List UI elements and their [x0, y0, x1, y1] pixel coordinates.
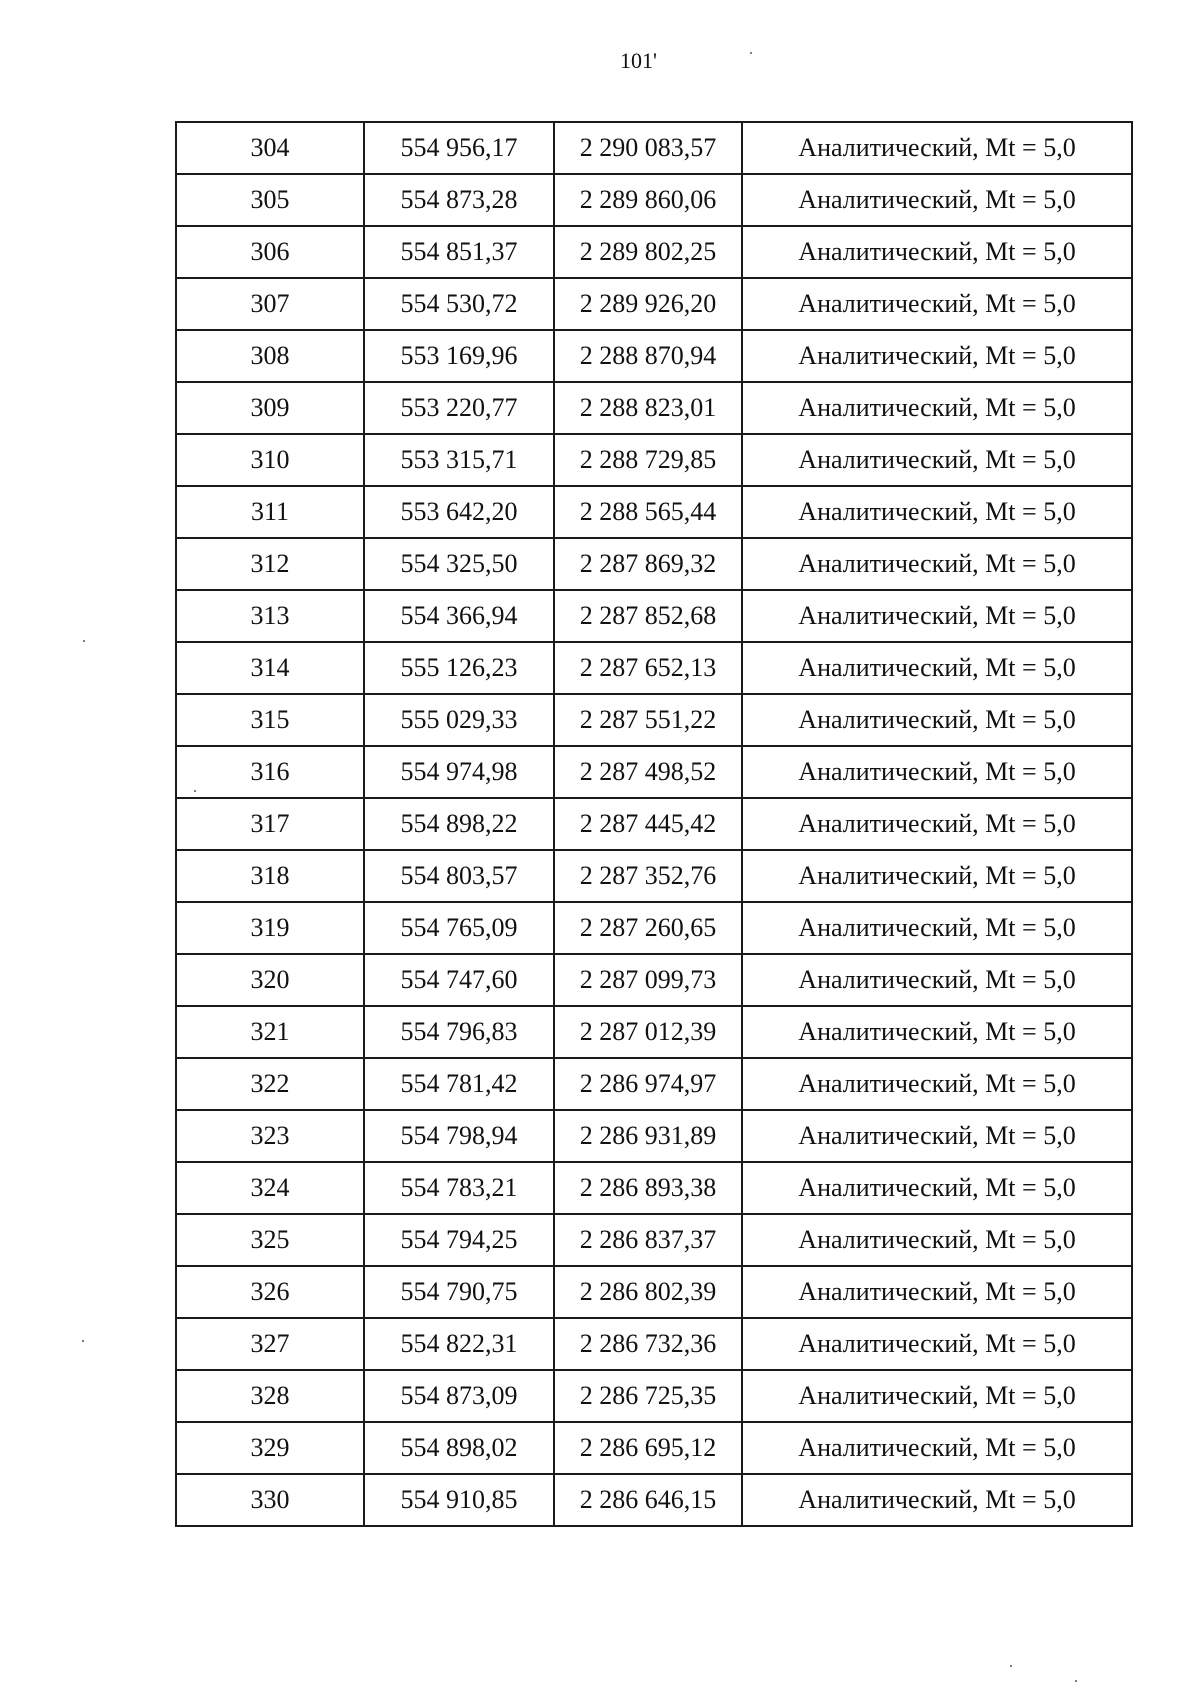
y-coordinate-cell: 2 290 083,57: [554, 122, 742, 174]
table-row: [176, 902, 1132, 954]
y-coordinate-cell: 2 286 802,39: [554, 1266, 742, 1318]
table-row: [176, 1266, 1132, 1318]
x-coordinate-cell: 554 765,09: [364, 902, 554, 954]
method-cell: Аналитический, Mt = 5,0: [742, 746, 1132, 798]
table-row: [176, 694, 1132, 746]
x-coordinate-cell: 554 530,72: [364, 278, 554, 330]
method-cell: Аналитический, Mt = 5,0: [742, 642, 1132, 694]
table-row: [176, 798, 1132, 850]
point-number-cell: 306: [176, 226, 364, 278]
method-cell: Аналитический, Mt = 5,0: [742, 902, 1132, 954]
x-coordinate-cell: 553 220,77: [364, 382, 554, 434]
method-cell: Аналитический, Mt = 5,0: [742, 330, 1132, 382]
point-number-cell: 320: [176, 954, 364, 1006]
y-coordinate-cell: 2 286 732,36: [554, 1318, 742, 1370]
point-number-cell: 310: [176, 434, 364, 486]
y-coordinate-cell: 2 287 012,39: [554, 1006, 742, 1058]
table-row: [176, 1162, 1132, 1214]
x-coordinate-cell: 554 783,21: [364, 1162, 554, 1214]
method-cell: Аналитический, Mt = 5,0: [742, 1162, 1132, 1214]
point-number-cell: 312: [176, 538, 364, 590]
table-row: [176, 486, 1132, 538]
x-coordinate-cell: 553 169,96: [364, 330, 554, 382]
table-row: [176, 382, 1132, 434]
table-row: [176, 434, 1132, 486]
table-row: [176, 278, 1132, 330]
method-cell: Аналитический, Mt = 5,0: [742, 538, 1132, 590]
point-number-cell: 317: [176, 798, 364, 850]
point-number-cell: 318: [176, 850, 364, 902]
method-cell: Аналитический, Mt = 5,0: [742, 1006, 1132, 1058]
table-row: [176, 226, 1132, 278]
y-coordinate-cell: 2 287 260,65: [554, 902, 742, 954]
x-coordinate-cell: 554 898,22: [364, 798, 554, 850]
point-number-cell: 311: [176, 486, 364, 538]
table-row: [176, 1214, 1132, 1266]
page-number: 101': [620, 48, 657, 73]
y-coordinate-cell: 2 286 837,37: [554, 1214, 742, 1266]
point-number-cell: 304: [176, 122, 364, 174]
method-cell: Аналитический, Mt = 5,0: [742, 278, 1132, 330]
table-row: [176, 330, 1132, 382]
y-coordinate-cell: 2 287 099,73: [554, 954, 742, 1006]
method-cell: Аналитический, Mt = 5,0: [742, 382, 1132, 434]
table-row: [176, 1474, 1132, 1526]
table-row: [176, 174, 1132, 226]
method-cell: Аналитический, Mt = 5,0: [742, 1474, 1132, 1526]
table-row: [176, 1370, 1132, 1422]
table-row: [176, 1110, 1132, 1162]
point-number-cell: 314: [176, 642, 364, 694]
method-cell: Аналитический, Mt = 5,0: [742, 850, 1132, 902]
point-number-cell: 329: [176, 1422, 364, 1474]
method-cell: Аналитический, Mt = 5,0: [742, 954, 1132, 1006]
method-cell: Аналитический, Mt = 5,0: [742, 1370, 1132, 1422]
table-row: [176, 1058, 1132, 1110]
y-coordinate-cell: 2 286 725,35: [554, 1370, 742, 1422]
x-coordinate-cell: 554 794,25: [364, 1214, 554, 1266]
point-number-cell: 328: [176, 1370, 364, 1422]
table-row: [176, 746, 1132, 798]
table-body: [176, 122, 1132, 1526]
y-coordinate-cell: 2 286 646,15: [554, 1474, 742, 1526]
y-coordinate-cell: 2 286 931,89: [554, 1110, 742, 1162]
method-cell: Аналитический, Mt = 5,0: [742, 1214, 1132, 1266]
method-cell: Аналитический, Mt = 5,0: [742, 1318, 1132, 1370]
y-coordinate-cell: 2 286 974,97: [554, 1058, 742, 1110]
scan-speck: [750, 52, 752, 54]
y-coordinate-cell: 2 288 565,44: [554, 486, 742, 538]
method-cell: Аналитический, Mt = 5,0: [742, 694, 1132, 746]
point-number-cell: 325: [176, 1214, 364, 1266]
method-cell: Аналитический, Mt = 5,0: [742, 226, 1132, 278]
x-coordinate-cell: 553 315,71: [364, 434, 554, 486]
x-coordinate-cell: 554 325,50: [364, 538, 554, 590]
table-row: [176, 850, 1132, 902]
y-coordinate-cell: 2 287 551,22: [554, 694, 742, 746]
y-coordinate-cell: 2 286 893,38: [554, 1162, 742, 1214]
x-coordinate-cell: 554 790,75: [364, 1266, 554, 1318]
point-number-cell: 322: [176, 1058, 364, 1110]
point-number-cell: 309: [176, 382, 364, 434]
point-number-cell: 324: [176, 1162, 364, 1214]
x-coordinate-cell: 553 642,20: [364, 486, 554, 538]
point-number-cell: 326: [176, 1266, 364, 1318]
point-number-cell: 305: [176, 174, 364, 226]
scan-speck: [83, 640, 85, 642]
x-coordinate-cell: 554 873,28: [364, 174, 554, 226]
scan-speck: [1010, 1665, 1012, 1667]
table-row: [176, 122, 1132, 174]
y-coordinate-cell: 2 287 869,32: [554, 538, 742, 590]
point-number-cell: 330: [176, 1474, 364, 1526]
method-cell: Аналитический, Mt = 5,0: [742, 174, 1132, 226]
point-number-cell: 313: [176, 590, 364, 642]
point-number-cell: 319: [176, 902, 364, 954]
table-row: [176, 1422, 1132, 1474]
method-cell: Аналитический, Mt = 5,0: [742, 1422, 1132, 1474]
scan-speck: [1075, 1680, 1077, 1682]
method-cell: Аналитический, Mt = 5,0: [742, 1058, 1132, 1110]
x-coordinate-cell: 554 781,42: [364, 1058, 554, 1110]
x-coordinate-cell: 554 873,09: [364, 1370, 554, 1422]
y-coordinate-cell: 2 288 823,01: [554, 382, 742, 434]
x-coordinate-cell: 554 822,31: [364, 1318, 554, 1370]
y-coordinate-cell: 2 288 870,94: [554, 330, 742, 382]
table-row: [176, 590, 1132, 642]
x-coordinate-cell: 554 898,02: [364, 1422, 554, 1474]
x-coordinate-cell: 554 366,94: [364, 590, 554, 642]
point-number-cell: 307: [176, 278, 364, 330]
method-cell: Аналитический, Mt = 5,0: [742, 486, 1132, 538]
y-coordinate-cell: 2 288 729,85: [554, 434, 742, 486]
y-coordinate-cell: 2 286 695,12: [554, 1422, 742, 1474]
table-row: [176, 954, 1132, 1006]
x-coordinate-cell: 555 126,23: [364, 642, 554, 694]
x-coordinate-cell: 554 956,17: [364, 122, 554, 174]
table-row: [176, 1318, 1132, 1370]
method-cell: Аналитический, Mt = 5,0: [742, 122, 1132, 174]
point-number-cell: 315: [176, 694, 364, 746]
y-coordinate-cell: 2 289 926,20: [554, 278, 742, 330]
method-cell: Аналитический, Mt = 5,0: [742, 1110, 1132, 1162]
table-row: [176, 642, 1132, 694]
point-number-cell: 327: [176, 1318, 364, 1370]
y-coordinate-cell: 2 289 860,06: [554, 174, 742, 226]
method-cell: Аналитический, Mt = 5,0: [742, 1266, 1132, 1318]
table-row: [176, 538, 1132, 590]
x-coordinate-cell: 554 798,94: [364, 1110, 554, 1162]
coordinates-table: [175, 121, 1133, 1527]
x-coordinate-cell: 554 974,98: [364, 746, 554, 798]
y-coordinate-cell: 2 287 852,68: [554, 590, 742, 642]
point-number-cell: 308: [176, 330, 364, 382]
x-coordinate-cell: 554 910,85: [364, 1474, 554, 1526]
x-coordinate-cell: 554 747,60: [364, 954, 554, 1006]
x-coordinate-cell: 555 029,33: [364, 694, 554, 746]
method-cell: Аналитический, Mt = 5,0: [742, 434, 1132, 486]
method-cell: Аналитический, Mt = 5,0: [742, 798, 1132, 850]
table-row: [176, 1006, 1132, 1058]
x-coordinate-cell: 554 851,37: [364, 226, 554, 278]
y-coordinate-cell: 2 287 352,76: [554, 850, 742, 902]
scan-speck: [194, 790, 196, 792]
y-coordinate-cell: 2 287 445,42: [554, 798, 742, 850]
y-coordinate-cell: 2 287 498,52: [554, 746, 742, 798]
point-number-cell: 316: [176, 746, 364, 798]
y-coordinate-cell: 2 289 802,25: [554, 226, 742, 278]
method-cell: Аналитический, Mt = 5,0: [742, 590, 1132, 642]
point-number-cell: 321: [176, 1006, 364, 1058]
x-coordinate-cell: 554 796,83: [364, 1006, 554, 1058]
x-coordinate-cell: 554 803,57: [364, 850, 554, 902]
scan-speck: [82, 1340, 84, 1342]
point-number-cell: 323: [176, 1110, 364, 1162]
y-coordinate-cell: 2 287 652,13: [554, 642, 742, 694]
